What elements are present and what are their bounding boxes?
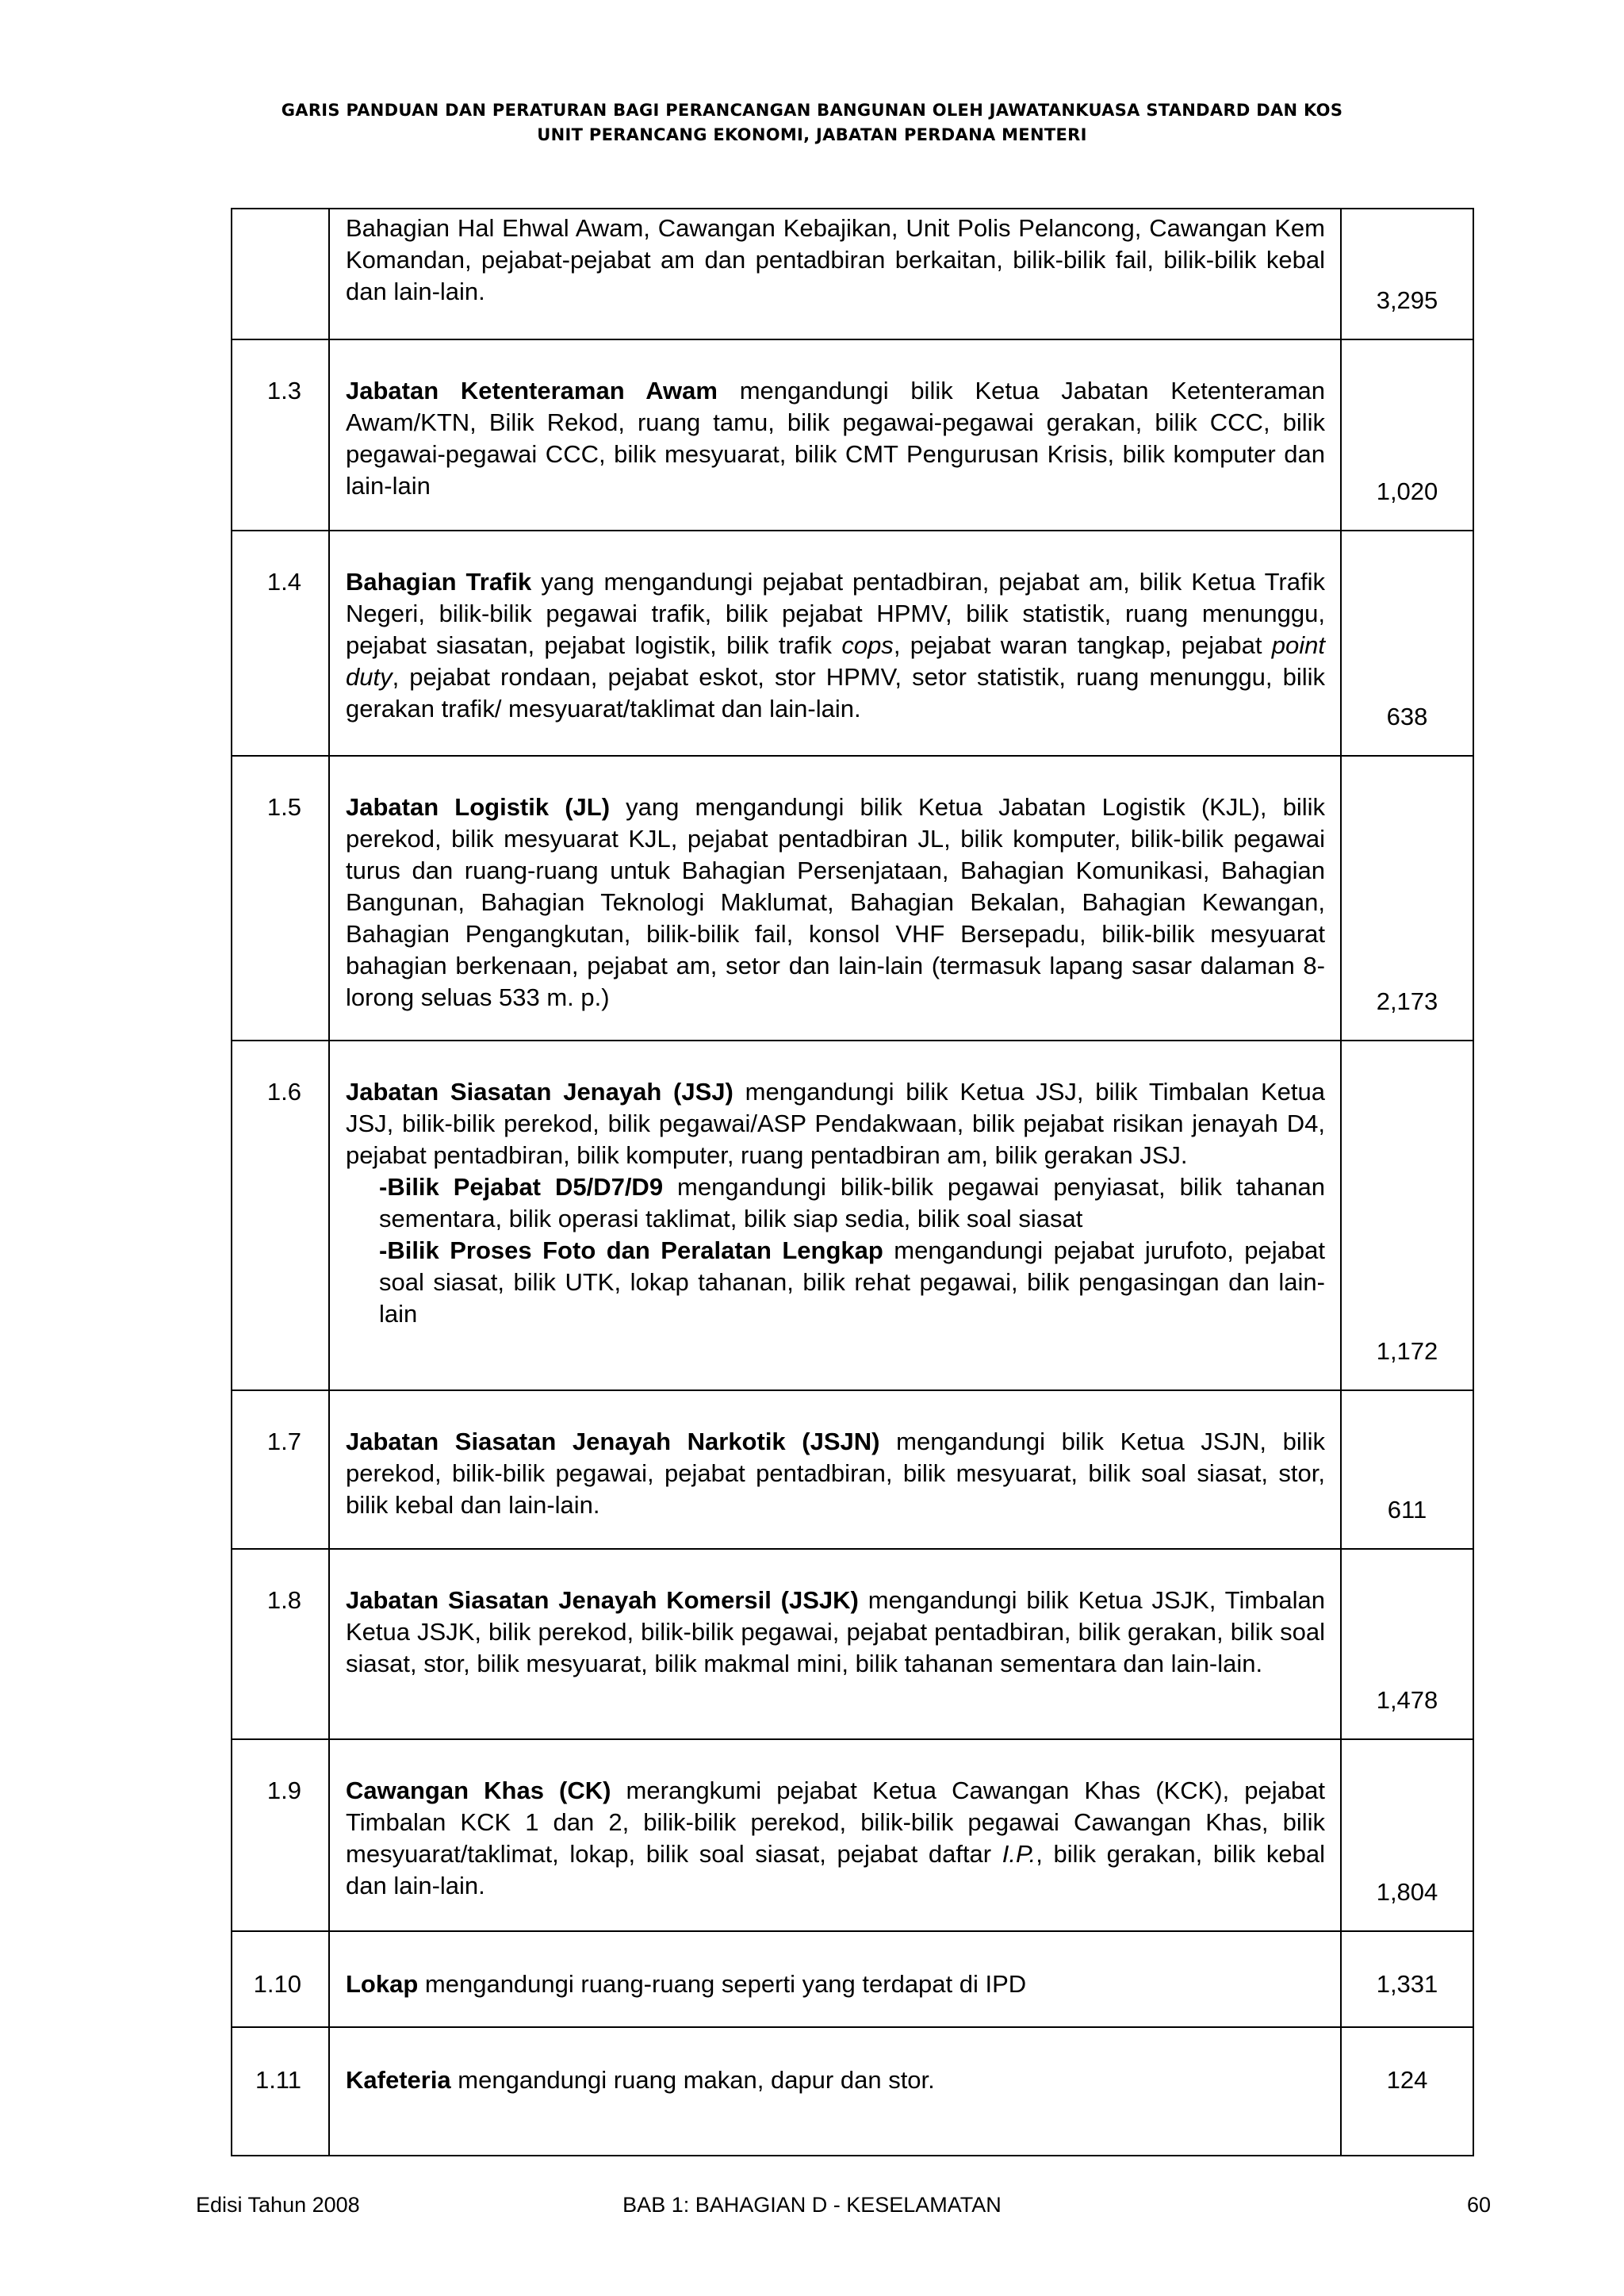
description-text: , pejabat waran tangkap, pejabat (893, 631, 1272, 659)
row-description (329, 1041, 1341, 1390)
row-description (329, 1739, 1341, 1931)
row-number: 1.8 (232, 1549, 329, 1739)
header-line-1: GARIS PANDUAN DAN PERATURAN BAGI PERANCANGAN BANGUNAN OLEH JAWATANKUASA STANDARD DAN KOS (281, 101, 1343, 120)
description-title: Bahagian Trafik (346, 568, 532, 596)
row-number: 1.5 (232, 756, 329, 1041)
row-area: 1,020 (1341, 339, 1473, 531)
row-area: 3,295 (1341, 209, 1473, 339)
description-text: mengandungi ruang-ruang seperti yang terdapat di IPD (418, 1970, 1027, 1998)
description-text: merangkumi pejabat Ketua Cawangan Khas (KCK), pejabat Timbalan KCK 1 dan 2, bilik-bilik perekod, bilik-bilik pegawai Cawangan Khas, bilik mesyuarat/taklimat, lokap, bilik soal siasat, pejabat daftar (346, 1777, 1325, 1868)
row-description (329, 1390, 1341, 1549)
space-requirements-table (231, 208, 1474, 2156)
row-area: 1,478 (1341, 1549, 1473, 1739)
description-text: mengandungi bilik Ketua JSJK, Timbalan Ketua JSJK, bilik perekod, bilik-bilik pegawai, pejabat pentadbiran, bilik gerakan, bilik soal siasat, stor, bilik mesyuarat, bilik makmal mini, bilik tahanan sementara dan lain-lain. (346, 1586, 1326, 1677)
header-line-2: UNIT PERANCANG EKONOMI, JABATAN PERDANA MENTERI (537, 125, 1087, 144)
row-description (329, 209, 1341, 339)
description-title: Kafeteria (346, 2066, 451, 2094)
description-title: Cawangan Khas (CK) (346, 1777, 611, 1804)
description-text: Bahagian Hal Ehwal Awam, Cawangan Kebajikan, Unit Polis Pelancong, Cawangan Kem Komandan, pejabat-pejabat am dan pentadbiran berkaitan, bilik-bilik fail, bilik-bilik kebal dan lain-lain. (346, 214, 1325, 305)
sub-item-text: mengandungi bilik-bilik pegawai penyiasat, bilik tahanan sementara, bilik operasi taklimat, bilik siap sedia, bilik soal siasat (379, 1173, 1325, 1232)
table-row (232, 209, 1473, 339)
footer-chapter: BAB 1: BAHAGIAN D - KESELAMATAN (622, 2193, 1002, 2217)
row-number: 1.6 (232, 1041, 329, 1390)
row-area: 1,172 (1341, 1041, 1473, 1390)
sub-item-text: mengandungi pejabat jurufoto, pejabat soal siasat, bilik UTK, lokap tahanan, bilik rehat pegawai, bilik pengasingan dan lain-lain (379, 1236, 1325, 1328)
row-description (329, 1931, 1341, 2027)
description-italic: I.P. (1002, 1840, 1036, 1868)
table-row (232, 1041, 1473, 1390)
row-number: 1.9 (232, 1739, 329, 1931)
description-title: Jabatan Logistik (JL) (346, 793, 611, 821)
sub-item-title: -Bilik Proses Foto dan Peralatan Lengkap (379, 1236, 883, 1264)
description-text: yang mengandungi bilik Ketua Jabatan Logistik (KJL), bilik perekod, bilik mesyuarat KJL, pejabat pentadbiran JL, bilik komputer, bilik-bilik pegawai turus dan ruang-ruang untuk Bahagian Persenjataan, Bahagian Komunikasi, Bahagian Bangunan, Bahagian Teknologi Maklumat, Bahagian Bekalan, Bahagian Kewangan, Bahagian Pengangkutan, bilik-bilik fail, konsol VHF Bersepadu, bilik-bilik mesyuarat bahagian berkenaan, pejabat am, setor dan lain-lain (termasuk lapang sasar dalaman 8-lorong seluas 533 m. p.) (346, 793, 1326, 1011)
footer-edition: Edisi Tahun 2008 (196, 2193, 360, 2217)
description-text: mengandungi ruang makan, dapur dan stor. (450, 2066, 935, 2094)
row-number: 1.10 (232, 1931, 329, 2027)
sub-item (346, 1171, 1325, 1235)
description-text: mengandungi bilik Ketua JSJN, bilik perekod, bilik-bilik pegawai, pejabat pentadbiran, bilik mesyuarat, bilik soal siasat, stor, bilik kebal dan lain-lain. (346, 1428, 1326, 1519)
table-row (232, 531, 1473, 756)
row-area: 1,331 (1341, 1931, 1473, 2027)
page-number: 60 (1466, 2193, 1491, 2217)
table-row (232, 1390, 1473, 1549)
description-italic: point duty (346, 631, 1326, 691)
description-title: Lokap (346, 1970, 419, 1998)
row-number: 1.7 (232, 1390, 329, 1549)
sub-item (346, 1235, 1325, 1330)
row-description (329, 756, 1341, 1041)
description-title: Jabatan Ketenteraman Awam (346, 377, 718, 404)
description-text: mengandungi bilik Ketua JSJ, bilik Timbalan Ketua JSJ, bilik-bilik perekod, bilik pegawai/ASP Pendakwaan, bilik pejabat risikan jenayah D4, pejabat pentadbiran, bilik komputer, ruang pentadbiran am, bilik gerakan JSJ. (346, 1078, 1326, 1169)
description-title: Jabatan Siasatan Jenayah Narkotik (JSJN) (346, 1428, 880, 1455)
description-title: Jabatan Siasatan Jenayah Komersil (JSJK) (346, 1586, 859, 1614)
description-text: yang mengandungi pejabat pentadbiran, pejabat am, bilik Ketua Trafik Negeri, bilik-bilik pegawai trafik, bilik pejabat HPMV, bilik statistik, ruang menunggu, pejabat siasatan, pejabat logistik, bilik trafik (346, 568, 1326, 659)
row-area: 2,173 (1341, 756, 1473, 1041)
row-number: 1.3 (232, 339, 329, 531)
table-row (232, 1931, 1473, 2027)
row-area: 1,804 (1341, 1739, 1473, 1931)
row-number: 1.4 (232, 531, 329, 756)
table-row (232, 756, 1473, 1041)
table-row (232, 1549, 1473, 1739)
description-text: , bilik gerakan, bilik kebal dan lain-lain. (346, 1840, 1325, 1899)
row-description (329, 339, 1341, 531)
document-header (0, 98, 1624, 148)
row-description (329, 2027, 1341, 2156)
sub-item-title: -Bilik Pejabat D5/D7/D9 (379, 1173, 664, 1201)
row-description (329, 1549, 1341, 1739)
description-text: , pejabat rondaan, pejabat eskot, stor HPMV, setor statistik, ruang menunggu, bilik gerakan trafik/ mesyuarat/taklimat dan lain-lain. (346, 663, 1325, 723)
description-text: mengandungi bilik Ketua Jabatan Ketenteraman Awam/KTN, Bilik Rekod, ruang tamu, bilik pegawai-pegawai gerakan, bilik CCC, bilik pegawai-pegawai CCC, bilik mesyuarat, bilik CMT Pengurusan Krisis, bilik komputer dan lain-lain (346, 377, 1325, 500)
row-area: 638 (1341, 531, 1473, 756)
table-row (232, 2027, 1473, 2156)
row-number (232, 209, 329, 339)
table-row (232, 339, 1473, 531)
row-area: 124 (1341, 2027, 1473, 2156)
row-number: 1.11 (232, 2027, 329, 2156)
table-row (232, 1739, 1473, 1931)
row-description (329, 531, 1341, 756)
row-area: 611 (1341, 1390, 1473, 1549)
description-title: Jabatan Siasatan Jenayah (JSJ) (346, 1078, 733, 1106)
description-italic: cops (841, 631, 894, 659)
